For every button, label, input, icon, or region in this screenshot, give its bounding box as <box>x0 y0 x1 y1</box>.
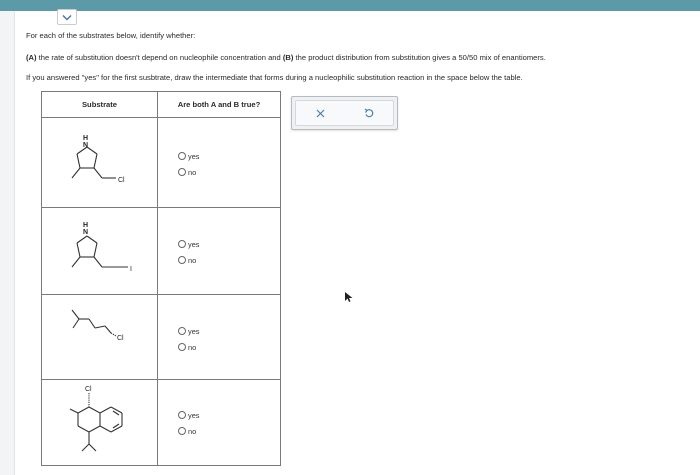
radio-yes[interactable] <box>178 407 200 423</box>
substrate-table <box>41 91 281 466</box>
radio-label: yes <box>188 239 200 249</box>
instruction-line-1: For each of the substrates below, identify whether: <box>26 31 196 40</box>
atom-label-cl: Cl <box>85 386 92 393</box>
substrate-structure-3 <box>42 295 157 379</box>
radio-label: yes <box>188 326 200 336</box>
mouse-pointer-icon <box>345 292 353 302</box>
radio-circle[interactable] <box>178 256 186 264</box>
answer-group-3 <box>178 323 200 355</box>
radio-circle[interactable] <box>178 427 186 435</box>
atom-label-i: I <box>130 266 132 273</box>
header-substrate: Substrate <box>81 100 118 109</box>
atom-label-n: N <box>83 229 89 236</box>
close-icon <box>316 109 325 118</box>
radio-no[interactable] <box>178 339 200 355</box>
atom-label-h: H <box>83 135 89 142</box>
radio-circle[interactable] <box>178 152 186 160</box>
radio-circle[interactable] <box>178 168 186 176</box>
table-row <box>42 208 280 295</box>
atom-label-h: H <box>83 222 89 229</box>
radio-label: yes <box>188 151 200 161</box>
radio-yes[interactable] <box>178 148 200 164</box>
radio-yes[interactable] <box>178 236 200 252</box>
radio-no[interactable] <box>178 423 200 439</box>
answer-group-1 <box>178 148 200 180</box>
table-row <box>42 380 280 465</box>
radio-label: no <box>188 255 197 265</box>
radio-label: no <box>188 167 197 177</box>
instruction-a-text: the rate of substitution doesn't depend on nucleophile concentration and <box>36 53 283 62</box>
header-both-true: Are both A and B true? <box>177 100 261 109</box>
substrate-structure-4 <box>42 380 157 465</box>
radio-circle[interactable] <box>178 343 186 351</box>
substrate-structure-2 <box>42 208 157 294</box>
chevron-down-icon <box>62 14 72 21</box>
instruction-b-text: the product distribution from substitution gives a 50/50 mix of enantiomers. <box>293 53 546 62</box>
radio-circle[interactable] <box>178 240 186 248</box>
radio-yes[interactable] <box>178 323 200 339</box>
instruction-b-tag: (B) <box>282 53 294 62</box>
radio-label: no <box>188 342 197 352</box>
atom-label-cl: Cl <box>118 177 125 184</box>
table-header <box>42 92 280 118</box>
instruction-line-2 <box>26 53 546 62</box>
table-row <box>42 295 280 380</box>
substrate-structure-1 <box>42 118 157 207</box>
atom-label-n: N <box>83 142 89 149</box>
top-accent-bar <box>0 0 700 11</box>
collapse-toggle[interactable] <box>57 9 77 25</box>
radio-no[interactable] <box>178 164 200 180</box>
toolbar-inner <box>295 100 394 126</box>
radio-label: yes <box>188 410 200 420</box>
clear-button[interactable] <box>310 103 330 123</box>
answer-group-2 <box>178 236 200 268</box>
radio-circle[interactable] <box>178 411 186 419</box>
radio-circle[interactable] <box>178 327 186 335</box>
undo-button[interactable] <box>359 103 379 123</box>
instruction-a-tag: (A) <box>26 53 37 62</box>
answer-group-4 <box>178 407 200 439</box>
instruction-line-3: If you answered "yes" for the first susbtrate, draw the intermediate that forms during a nucleophilic substitution reaction in the space below the table. <box>26 73 523 82</box>
undo-icon <box>364 108 374 118</box>
table-row <box>42 118 280 208</box>
radio-no[interactable] <box>178 252 200 268</box>
answer-toolbar <box>291 96 398 130</box>
atom-label-cl: Cl <box>117 335 124 342</box>
radio-label: no <box>188 426 197 436</box>
